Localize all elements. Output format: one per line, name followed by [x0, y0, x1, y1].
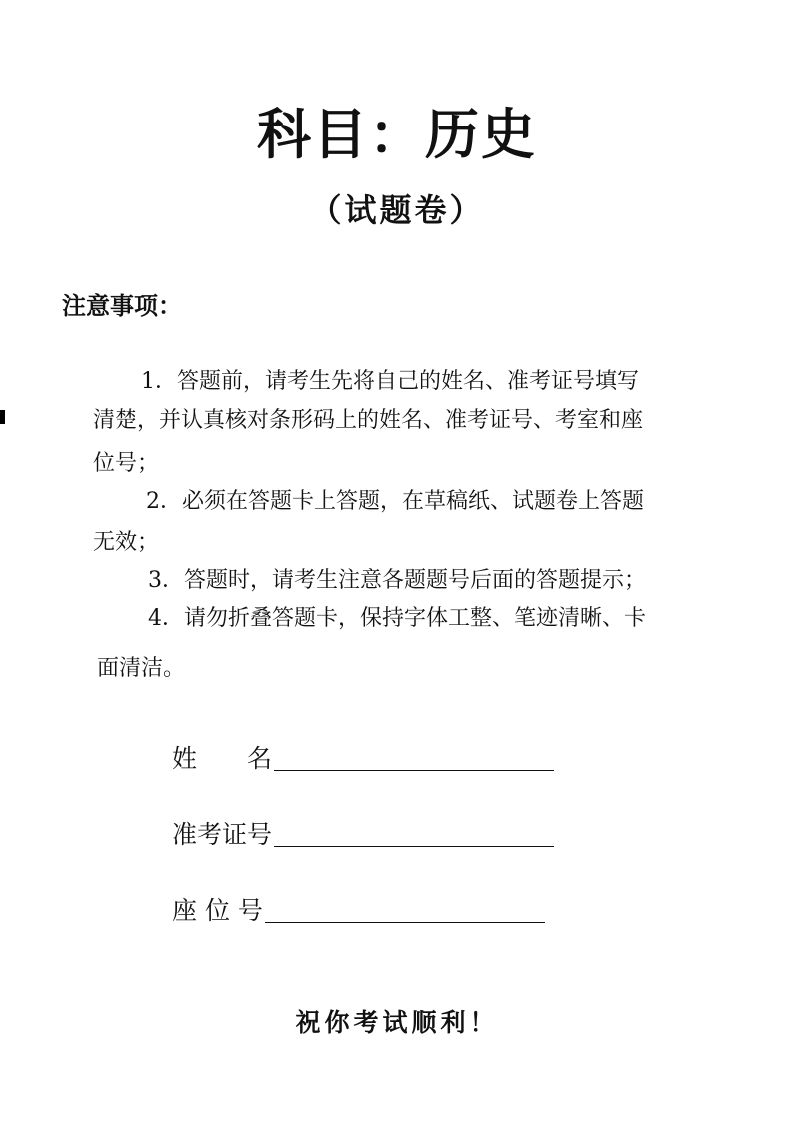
page-subtitle: （试题卷） [309, 191, 485, 229]
name-label: 姓 名 [172, 744, 273, 773]
exam-id-underline[interactable] [274, 824, 554, 847]
seat-number-underline[interactable] [265, 900, 545, 923]
notice-line: 3．答题时，请考生注意各题题号后面的答题提示； [148, 568, 646, 593]
notice-line: 4．请勿折叠答题卡，保持字体工整、笔迹清晰、卡 [148, 606, 646, 631]
page-title: 科目：历史 [257, 103, 537, 166]
exam-id-field[interactable] [172, 822, 554, 847]
notice-line: 2．必须在答题卡上答题，在草稿纸、试题卷上答题 [146, 489, 644, 514]
notice-line: 无效； [93, 530, 160, 555]
notice-line: 清楚，并认真核对条形码上的姓名、准考证号、考室和座 [93, 408, 644, 433]
notice-line: 位号； [93, 451, 160, 476]
name-underline[interactable] [274, 748, 554, 771]
notice-line: 面清洁。 [97, 656, 186, 681]
seat-number-label: 座 位 号 [172, 896, 263, 925]
seat-number-field[interactable] [172, 898, 545, 923]
closing-message: 祝你考试顺利！ [295, 1008, 499, 1037]
notice-line: 1．答题前，请考生先将自己的姓名、准考证号填写 [141, 369, 639, 394]
name-field[interactable] [172, 746, 554, 771]
exam-id-label: 准考证号 [172, 820, 273, 849]
notice-heading: 注意事项： [62, 292, 182, 320]
scan-registration-mark [0, 410, 5, 424]
